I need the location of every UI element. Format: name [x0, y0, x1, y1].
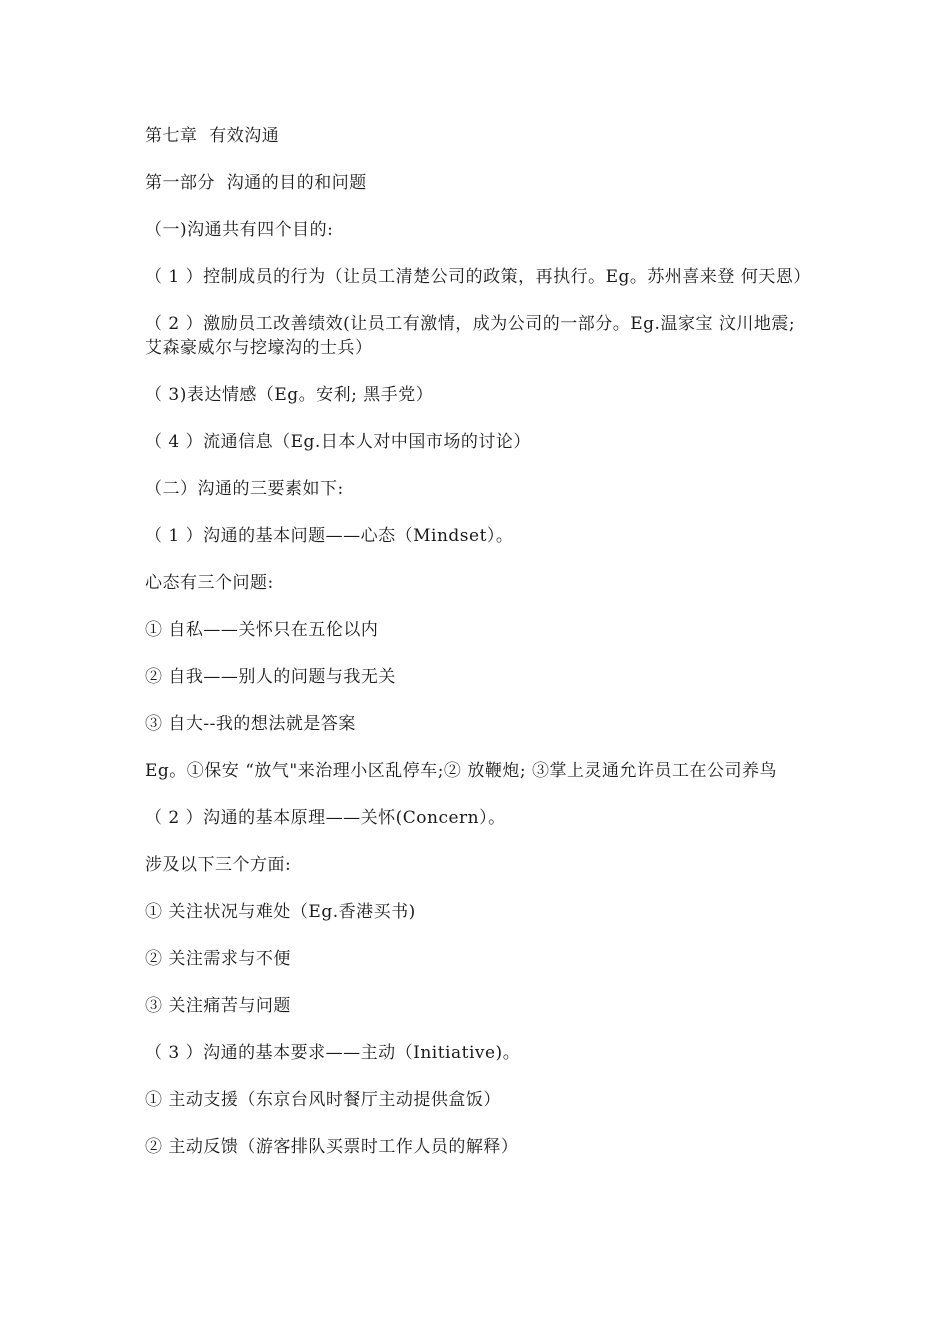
list-item: （ 1 ）控制成员的行为（让员工清楚公司的政策，再执行。Eg。苏州喜来登 何天恩） [145, 267, 811, 287]
list-item: ③ 关注痛苦与问题 [145, 996, 291, 1016]
paragraph: 心态有三个问题: [145, 573, 274, 593]
list-item: ② 关注需求与不便 [145, 949, 291, 969]
section-title: 第一部分 沟通的目的和问题 [145, 173, 367, 193]
list-item: （ 1 ）沟通的基本问题——心态（Mindset）。 [145, 526, 514, 546]
subsection-heading: （一)沟通共有四个目的: [145, 220, 334, 240]
list-item: ③ 自大--我的想法就是答案 [145, 714, 356, 734]
paragraph: Eg。①保安 “放气"来治理小区乱停车;② 放鞭炮; ③掌上灵通允许员工在公司养鸟 [145, 761, 777, 781]
list-item: （ 2 ）沟通的基本原理——关怀(Concern）。 [145, 808, 506, 828]
list-item: ② 主动反馈（游客排队买票时工作人员的解释） [145, 1137, 519, 1157]
list-item: （ 3)表达情感（Eg。安利; 黑手党） [145, 385, 434, 405]
list-item: （ 4 ）流通信息（Eg.日本人对中国市场的讨论） [145, 432, 531, 452]
paragraph: 涉及以下三个方面: [145, 855, 292, 875]
document-body [145, 124, 809, 1182]
list-item: ① 主动支援（东京台风时餐厅主动提供盒饭） [145, 1090, 501, 1110]
list-item: ① 关注状况与难处（Eg.香港买书) [145, 902, 416, 922]
list-item: （ 3 ）沟通的基本要求——主动（Initiative)。 [145, 1043, 521, 1063]
list-item: （ 2 ）激励员工改善绩效(让员工有激情，成为公司的一部分。Eg.温家宝 汶川地震; 艾森豪威尔与挖壕沟的士兵） [145, 314, 801, 358]
chapter-title: 第七章 有效沟通 [145, 126, 280, 146]
list-item: ① 自私——关怀只在五伦以内 [145, 620, 379, 640]
list-item: ② 自我——别人的问题与我无关 [145, 667, 396, 687]
subsection-heading: （二）沟通的三要素如下: [145, 479, 344, 499]
